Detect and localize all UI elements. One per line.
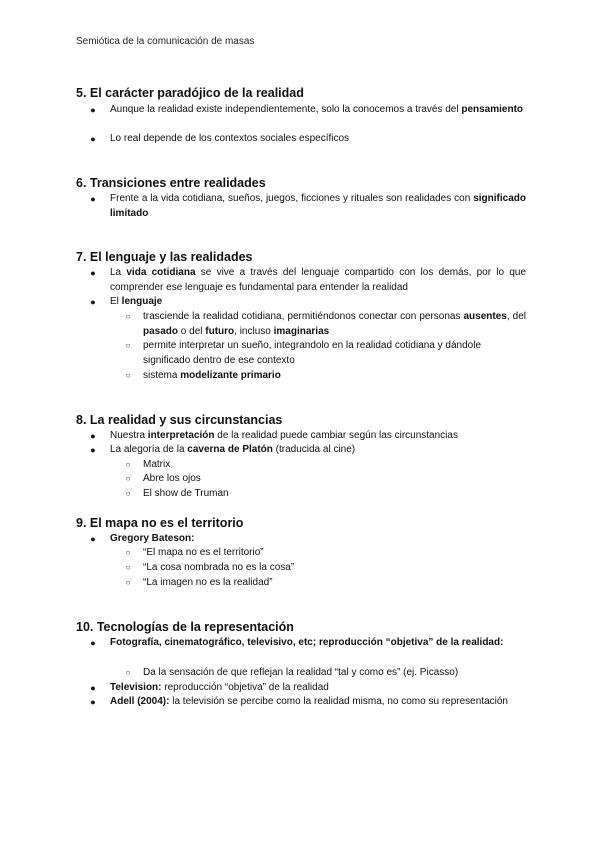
section-9-subitem-2: ○ “La cosa nombrada no es la cosa” bbox=[143, 561, 526, 576]
circle-bullet-icon: ○ bbox=[125, 474, 131, 483]
section-10-item-2: ● Television: reproducción “objetiva” de la realidad bbox=[110, 681, 526, 696]
bullet-icon: ● bbox=[90, 194, 96, 204]
section-7-subitem-1: ○ trasciende la realidad cotidiana, permitiéndonos conectar con personas ausentes, del pasado o del futuro, incluso imaginarias bbox=[143, 310, 526, 339]
bullet-icon: ● bbox=[90, 268, 96, 278]
circle-bullet-icon: ○ bbox=[125, 460, 131, 469]
section-9-subitem-1: ○ “El mapa no es el territorio” bbox=[143, 546, 526, 561]
section-8-subitem-3: ○ El show de Truman bbox=[143, 487, 526, 502]
section-7-heading: 7. El lenguaje y las realidades bbox=[76, 250, 253, 264]
circle-bullet-icon: ○ bbox=[125, 563, 131, 572]
section-10-item-3: ● Adell (2004): la televisión se percibe como la realidad misma, no como su representación bbox=[110, 695, 526, 710]
circle-bullet-icon: ○ bbox=[125, 341, 131, 350]
section-5-item-1: ● Aunque la realidad existe independientemente, solo la conocemos a través del pensamiento bbox=[110, 103, 526, 118]
bullet-icon: ● bbox=[90, 638, 96, 648]
section-7-subitem-2: ○ permite interpretar un sueño, integrandolo en la realidad cotidiana y dándole significado dentro de ese contexto bbox=[143, 339, 526, 368]
section-6-heading: 6. Transiciones entre realidades bbox=[76, 176, 266, 190]
section-8-item-1: ● Nuestra interpretación de la realidad puede cambiar según las circunstancias bbox=[110, 429, 526, 444]
bullet-icon: ● bbox=[90, 683, 96, 693]
bullet-icon: ● bbox=[90, 431, 96, 441]
section-9-item-1: ● Gregory Bateson: bbox=[110, 532, 526, 547]
bullet-icon: ● bbox=[90, 297, 96, 307]
circle-bullet-icon: ○ bbox=[125, 489, 131, 498]
bullet-icon: ● bbox=[90, 445, 96, 455]
circle-bullet-icon: ○ bbox=[125, 371, 131, 380]
section-8-subitem-2: ○ Abre los ojos bbox=[143, 472, 526, 487]
section-8-heading: 8. La realidad y sus circunstancias bbox=[76, 413, 283, 427]
section-10-subitem-1: ○ Da la sensación de que reflejan la realidad “tal y como es” (ej. Picasso) bbox=[143, 666, 526, 681]
bullet-icon: ● bbox=[90, 105, 96, 115]
circle-bullet-icon: ○ bbox=[125, 578, 131, 587]
section-7-item-2: ● El lenguaje bbox=[110, 295, 526, 310]
circle-bullet-icon: ○ bbox=[125, 548, 131, 557]
section-5-heading: 5. El carácter paradójico de la realidad bbox=[76, 86, 304, 100]
bullet-icon: ● bbox=[90, 134, 96, 144]
circle-bullet-icon: ○ bbox=[125, 668, 131, 677]
section-10-item-1: ● Fotografía, cinematográfico, televisivo, etc; reproducción “objetiva” de la realidad: bbox=[110, 636, 526, 651]
section-8-subitem-1: ○ Matrix bbox=[143, 458, 526, 473]
section-7-subitem-3: ○ sistema modelizante primario bbox=[143, 369, 526, 384]
section-5-item-2: ● Lo real depende de los contextos sociales específicos bbox=[110, 132, 526, 147]
section-8-item-2: ● La alegoría de la caverna de Platón (traducida al cine) bbox=[110, 443, 526, 458]
circle-bullet-icon: ○ bbox=[125, 312, 131, 321]
page-header: Semiótica de la comunicación de masas bbox=[76, 36, 255, 47]
bullet-icon: ● bbox=[90, 697, 96, 707]
bullet-icon: ● bbox=[90, 534, 96, 544]
section-9-subitem-3: ○ “La imagen no es la realidad” bbox=[143, 576, 526, 591]
section-6-item-1: ● Frente a la vida cotidiana, sueños, juegos, ficciones y rituales son realidades con significado limitado bbox=[110, 192, 526, 221]
section-10-heading: 10. Tecnologías de la representación bbox=[76, 620, 294, 634]
section-7-item-1: ● La vida cotidiana se vive a través del lenguaje compartido con los demás, por lo que comprender ese lenguaje es fundamental para entender la realidad bbox=[110, 266, 526, 295]
section-9-heading: 9. El mapa no es el territorio bbox=[76, 516, 244, 530]
